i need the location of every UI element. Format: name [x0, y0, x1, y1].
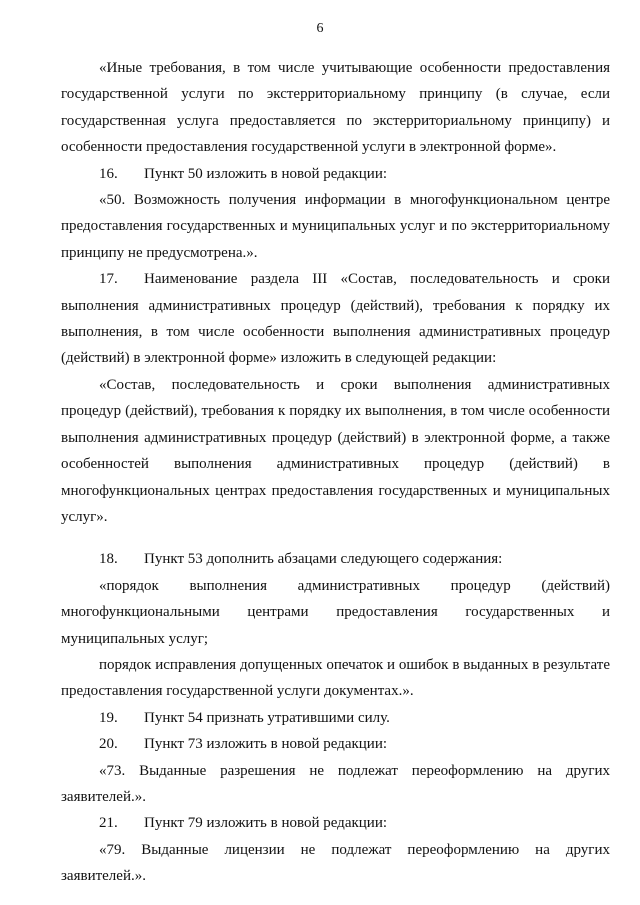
item-20: [61, 731, 610, 757]
item-number: 20.: [99, 736, 118, 753]
item-text: Пункт 73 изложить в новой редакции:: [144, 736, 388, 753]
paragraph-other-requirements: «Иные требования, в том числе учитывающие особенности предоставления государственной услуги по экстерриториальному принципу (в случае, если государственная услуга предоставляется по экстерриториальному принципу) и особенности предоставления государственной услуги в электронной форме».: [61, 60, 610, 156]
page-number: 6: [316, 21, 324, 36]
item-number: 18.: [99, 551, 118, 568]
item-text: Пункт 54 признать утратившими силу.: [144, 709, 390, 726]
item-text: Пункт 50 изложить в новой редакции:: [144, 165, 388, 182]
item-text: Наименование раздела III «Состав, последовательность и сроки выполнения административных процедур (действий), требования к порядку их выполнения, в том числе особенности выполнения административных процедур (действий) в электронной форме» изложить в следующей редакции:: [61, 271, 610, 367]
paragraph-error-correction: порядок исправления допущенных опечаток и ошибок в выданных в результате предоставления государственной услуги документах.».: [61, 656, 610, 700]
document-body: [61, 55, 610, 890]
item-18: [61, 546, 610, 572]
paragraph-point-79: «79. Выданные лицензии не подлежат переоформлению на других заявителей.».: [61, 841, 610, 885]
item-text: Пункт 79 изложить в новой редакции:: [144, 815, 388, 832]
paragraph-point-73: «73. Выданные разрешения не подлежат переоформлению на других заявителей.».: [61, 762, 610, 805]
item-19: [61, 705, 610, 731]
item-number: 21.: [99, 815, 118, 832]
paragraph-point-50: «50. Возможность получения информации в многофункциональном центре предоставления государственных и муниципальных услуг и по экстерриториальному принципу не предусмотрена.».: [61, 192, 610, 261]
item-number: 16.: [99, 165, 118, 182]
item-17: [61, 266, 610, 372]
item-21: [61, 810, 610, 836]
paragraph-procedure-order: «порядок выполнения административных процедур (действий) многофункциональными центрами предоставления государственных и муниципальных услуг;: [61, 577, 610, 647]
paragraph-section-title: «Состав, последовательность и сроки выполнения административных процедур (действий), требования к порядку их выполнения, в том числе особенности выполнения административных процедур (действий) в электронной форме, а также особенностей выполнения административных процедур (действий) в многофункциональных центрах предоставления государственных и муниципальных услуг».: [61, 376, 610, 525]
item-number: 19.: [99, 709, 118, 726]
item-text: Пункт 53 дополнить абзацами следующего содержания:: [144, 551, 503, 568]
item-number: 17.: [99, 271, 118, 288]
item-16: [61, 161, 610, 187]
